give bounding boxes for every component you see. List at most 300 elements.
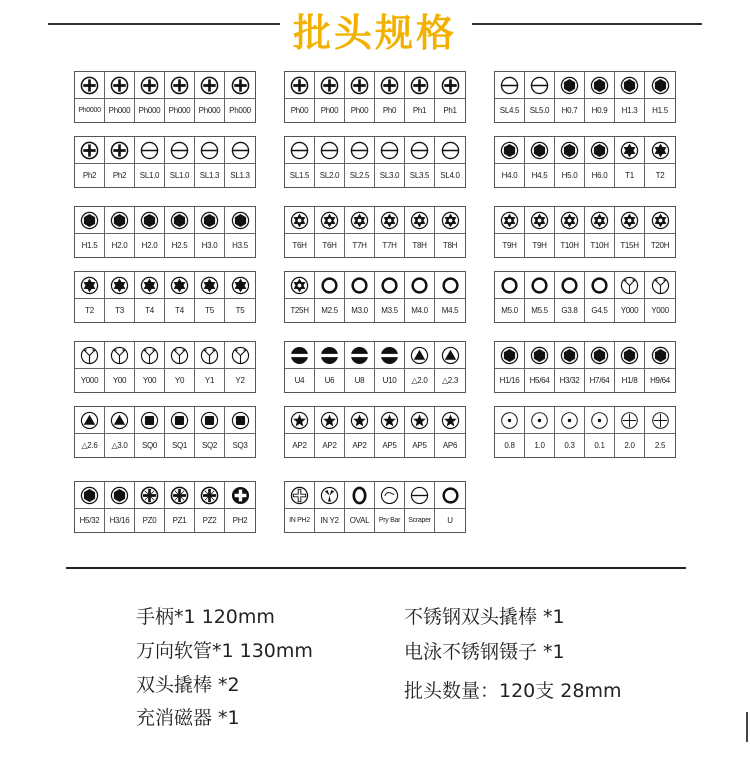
torx-hole-icon	[285, 272, 314, 299]
tri-wing-icon	[165, 342, 194, 369]
ring-icon	[435, 272, 465, 299]
bit-cell	[645, 272, 675, 322]
bit-cell	[375, 407, 405, 457]
hex-icon	[75, 482, 104, 509]
bit-cell	[75, 72, 105, 122]
bit-cell	[555, 342, 585, 392]
bit-label: U4	[294, 376, 305, 385]
accessory-item: 充消磁器 *1	[136, 707, 240, 729]
bit-cell	[105, 482, 135, 532]
bit-label: U6	[324, 376, 335, 385]
bit-table	[74, 71, 256, 123]
phillips-icon	[105, 137, 134, 164]
hex-icon	[615, 72, 644, 99]
bit-cell	[135, 482, 165, 532]
bit-cell	[135, 342, 165, 392]
bit-label: T15H	[620, 241, 639, 250]
star-icon	[345, 407, 374, 434]
tri-wing-icon	[615, 272, 644, 299]
hex-icon	[195, 207, 224, 234]
bit-cell	[555, 137, 585, 187]
bit-label: M3.0	[351, 306, 368, 315]
torx-icon	[165, 272, 194, 299]
bit-cell	[495, 272, 525, 322]
bit-label: Ph000	[138, 106, 161, 115]
bit-cell	[75, 272, 105, 322]
bit-label: IN PH2	[289, 517, 310, 524]
square-icon	[195, 407, 224, 434]
bit-label: Pry Bar	[378, 517, 401, 524]
bit-label: T10H	[590, 241, 609, 250]
phillips-icon	[195, 72, 224, 99]
slotted-icon	[165, 137, 194, 164]
bit-cell	[315, 207, 345, 257]
bit-cell	[375, 137, 405, 187]
bit-label: △3.0	[111, 441, 128, 450]
bit-cell	[615, 207, 645, 257]
bit-label: U	[447, 516, 453, 525]
bit-label: Ph2	[112, 171, 127, 180]
bit-label: T4	[175, 306, 184, 315]
bit-cell	[165, 272, 195, 322]
bit-cell	[375, 72, 405, 122]
bit-cell	[345, 342, 375, 392]
phillips-icon	[105, 72, 134, 99]
bit-label: 0.1	[594, 441, 605, 450]
bit-cell	[525, 137, 555, 187]
bit-cell	[375, 272, 405, 322]
bit-cell	[315, 137, 345, 187]
bit-cell	[75, 207, 105, 257]
bit-cell	[75, 137, 105, 187]
pozidriv-icon	[135, 482, 164, 509]
bit-label: SL1.3	[230, 171, 250, 180]
bit-cell	[195, 272, 225, 322]
bit-label: H2.5	[171, 241, 188, 250]
slotted-icon	[225, 137, 255, 164]
torx-hole-icon	[495, 207, 524, 234]
bit-label: H1.5	[652, 106, 668, 115]
bit-cell	[105, 272, 135, 322]
bit-label: T5	[235, 306, 245, 315]
tri-wing-icon	[105, 342, 134, 369]
hex-icon	[135, 207, 164, 234]
u-shape-icon	[315, 342, 344, 369]
bit-cell	[165, 207, 195, 257]
bit-cell	[615, 407, 645, 457]
bit-cell	[345, 407, 375, 457]
bit-label: T1	[625, 171, 634, 180]
bit-cell	[585, 72, 615, 122]
hex-icon	[495, 137, 524, 164]
bit-label: Ph0000	[78, 107, 101, 114]
bit-cell	[135, 272, 165, 322]
bit-cell	[495, 342, 525, 392]
bit-label: T3	[115, 306, 124, 315]
bit-label: SL1.5	[289, 171, 310, 180]
ring-icon	[495, 272, 524, 299]
torx-icon	[225, 272, 255, 299]
bit-label: T2	[85, 306, 94, 315]
ring-icon	[345, 272, 374, 299]
bit-label: H3/32	[559, 376, 580, 385]
bit-label: U8	[354, 376, 365, 385]
bit-label: T10H	[560, 241, 579, 250]
bit-label: 1.0	[534, 441, 545, 450]
bit-label: H0.9	[591, 106, 608, 115]
bit-cell	[195, 407, 225, 457]
bit-table	[74, 206, 256, 258]
bit-cell	[615, 342, 645, 392]
bit-cell	[285, 207, 315, 257]
pozidriv-icon	[195, 482, 224, 509]
bit-cell	[405, 272, 435, 322]
torx-hole-icon	[345, 207, 374, 234]
bit-cell	[315, 272, 345, 322]
bit-cell	[285, 407, 315, 457]
bit-label: Ph00	[290, 106, 309, 115]
bit-cell	[165, 482, 195, 532]
bit-cell	[225, 137, 255, 187]
accessory-item: 双头撬棒 *2	[136, 674, 240, 696]
accessory-item: 手柄*1 120mm	[136, 606, 275, 628]
bit-label: Ph000	[198, 106, 221, 115]
bit-cell	[345, 137, 375, 187]
bit-table	[74, 341, 256, 393]
bit-cell	[525, 407, 555, 457]
bit-label: H4.5	[531, 171, 548, 180]
u-shape-icon	[285, 342, 314, 369]
phillips-icon	[375, 72, 404, 99]
bit-cell	[105, 342, 135, 392]
bit-cell	[435, 207, 465, 257]
accessory-item: 不锈钢双头撬棒 *1	[404, 606, 565, 628]
bit-cell	[375, 342, 405, 392]
bit-cell	[135, 72, 165, 122]
bit-table	[74, 481, 256, 533]
bit-cell	[75, 407, 105, 457]
hex-icon	[75, 207, 104, 234]
bit-label: H3.5	[232, 241, 248, 250]
bit-cell	[435, 137, 465, 187]
bit-label: T2	[655, 171, 665, 180]
bit-cell	[525, 272, 555, 322]
bit-label: △2.0	[411, 376, 428, 385]
bit-table	[74, 271, 256, 323]
triangle-icon	[405, 342, 434, 369]
slotted-icon	[285, 137, 314, 164]
bit-label: H3.0	[201, 241, 218, 250]
bit-cell	[405, 482, 435, 532]
torx-hole-icon	[405, 207, 434, 234]
bit-cell	[585, 207, 615, 257]
phillips-icon	[165, 72, 194, 99]
slotted-icon	[345, 137, 374, 164]
torx-hole-icon	[555, 207, 584, 234]
bit-cell	[585, 137, 615, 187]
bit-table	[284, 481, 466, 533]
bit-table	[284, 136, 466, 188]
bit-cell	[645, 407, 675, 457]
bit-label: Ph1	[412, 106, 427, 115]
bit-cell	[435, 407, 465, 457]
torx-icon	[615, 137, 644, 164]
bit-label: Y000	[651, 306, 669, 315]
oval-icon	[345, 482, 374, 509]
hex-icon	[525, 137, 554, 164]
section-divider	[66, 567, 686, 569]
bit-table	[284, 206, 466, 258]
accessory-item: 批头数量：120支 28mm	[404, 680, 622, 702]
bit-label: H3/16	[109, 516, 130, 525]
bit-cell	[405, 207, 435, 257]
ring-icon	[375, 272, 404, 299]
dot-icon	[525, 407, 554, 434]
bit-cell	[495, 207, 525, 257]
bit-label: SQ1	[171, 441, 188, 450]
bit-label: SL1.0	[139, 171, 160, 180]
bit-label: Y2	[235, 376, 245, 385]
bit-cell	[285, 137, 315, 187]
bit-label: PZ1	[172, 516, 187, 525]
bit-cell	[495, 72, 525, 122]
square-icon	[165, 407, 194, 434]
torx-hole-icon	[375, 207, 404, 234]
bit-table	[494, 406, 676, 458]
bit-cell	[405, 137, 435, 187]
bit-cell	[195, 207, 225, 257]
bit-cell	[285, 272, 315, 322]
bit-label: H1.3	[621, 106, 638, 115]
bit-cell	[225, 207, 255, 257]
bit-label: T20H	[650, 241, 670, 250]
bit-cell	[435, 272, 465, 322]
phillips-icon	[315, 72, 344, 99]
phillips-outline-icon	[285, 482, 314, 509]
triangle-icon	[105, 407, 134, 434]
bit-label: H5/32	[79, 516, 100, 525]
torx-icon	[195, 272, 224, 299]
bit-cell	[555, 72, 585, 122]
bit-cell	[405, 407, 435, 457]
bit-table	[74, 136, 256, 188]
bit-cell	[315, 342, 345, 392]
bit-label: T6H	[322, 241, 337, 250]
bit-label: SL2.5	[349, 171, 370, 180]
bit-cell	[345, 272, 375, 322]
bit-label: Y00	[142, 376, 157, 385]
bit-cell	[645, 207, 675, 257]
bit-cell	[405, 342, 435, 392]
bit-label: Y000	[80, 376, 99, 385]
bit-label: Y00	[112, 376, 127, 385]
bit-cell	[345, 482, 375, 532]
thin-cross-icon	[615, 407, 644, 434]
torx-hole-icon	[525, 207, 554, 234]
phillips-icon	[285, 72, 314, 99]
phillips-icon	[345, 72, 374, 99]
torx-icon	[75, 272, 104, 299]
accessory-item: 万向软管*1 130mm	[136, 640, 313, 662]
hex-icon	[525, 342, 554, 369]
bit-label: PH2	[232, 516, 248, 525]
bit-label: T6H	[292, 241, 307, 250]
bit-cell	[315, 407, 345, 457]
bit-table	[494, 206, 676, 258]
page-title: 批头规格	[292, 11, 457, 55]
star-icon	[285, 407, 314, 434]
torx-hole-icon	[435, 207, 465, 234]
u-shape-icon	[345, 342, 374, 369]
bit-table	[74, 406, 256, 458]
bit-label: 0.3	[564, 441, 575, 450]
bit-label: AP2	[292, 441, 307, 450]
slotted-icon	[405, 137, 434, 164]
bit-label: SL2.0	[319, 171, 340, 180]
bit-label: SL3.0	[379, 171, 400, 180]
bit-label: AP6	[442, 441, 458, 450]
bit-label: SL5.0	[529, 106, 550, 115]
slotted-icon	[315, 137, 344, 164]
bit-label: Ph1	[443, 106, 457, 115]
bit-cell	[615, 72, 645, 122]
square-icon	[225, 407, 255, 434]
u-ring-icon	[435, 482, 465, 509]
bit-label: H4.0	[501, 171, 518, 180]
slotted-icon	[195, 137, 224, 164]
bit-label: △2.6	[81, 441, 98, 450]
bit-label: T7H	[382, 241, 397, 250]
bit-cell	[645, 137, 675, 187]
bit-table	[494, 341, 676, 393]
header	[0, 0, 750, 60]
bit-label: SL1.0	[169, 171, 190, 180]
bit-label: OVAL	[349, 516, 370, 525]
bit-cell	[225, 342, 255, 392]
bit-cell	[615, 137, 645, 187]
ring-icon	[555, 272, 584, 299]
bit-label: PZ2	[202, 516, 217, 525]
bit-label: T8H	[442, 241, 458, 250]
bit-cell	[555, 272, 585, 322]
bit-cell	[225, 482, 255, 532]
hex-icon	[615, 342, 644, 369]
bit-label: 2.0	[624, 441, 635, 450]
torx-hole-icon	[315, 207, 344, 234]
bit-cell	[225, 272, 255, 322]
hex-icon	[555, 342, 584, 369]
bit-label: SQ0	[141, 441, 158, 450]
bit-label: T9H	[532, 241, 547, 250]
hex-icon	[225, 207, 255, 234]
bit-label: H1.5	[81, 241, 98, 250]
ring-icon	[405, 272, 434, 299]
ring-icon	[585, 272, 614, 299]
bit-cell	[315, 482, 345, 532]
bit-cell	[525, 342, 555, 392]
bit-table	[284, 406, 466, 458]
bit-cell	[75, 342, 105, 392]
bit-label: △2.3	[441, 376, 459, 385]
phillips-icon	[405, 72, 434, 99]
bit-table	[494, 136, 676, 188]
ring-icon	[525, 272, 554, 299]
tri-wing-icon	[645, 272, 675, 299]
bit-cell	[315, 72, 345, 122]
scraper-icon	[405, 482, 434, 509]
bit-label: Y0	[174, 376, 185, 385]
bit-label: AP5	[382, 441, 397, 450]
bit-cell	[105, 407, 135, 457]
hex-icon	[495, 342, 524, 369]
bit-label: AP2	[322, 441, 337, 450]
star-icon	[405, 407, 434, 434]
bit-cell	[585, 342, 615, 392]
triangle-icon	[435, 342, 465, 369]
bit-label: 0.8	[504, 441, 515, 450]
bit-cell	[585, 407, 615, 457]
bit-label: Ph000	[168, 106, 191, 115]
hex-icon	[105, 207, 134, 234]
bit-table	[284, 341, 466, 393]
dot-icon	[555, 407, 584, 434]
hex-icon	[585, 137, 614, 164]
hex-icon	[555, 72, 584, 99]
bit-label: H5/64	[529, 376, 550, 385]
triangle-icon	[75, 407, 104, 434]
bit-label: T4	[145, 306, 154, 315]
bit-label: M5.0	[501, 306, 518, 315]
bit-label: H2.0	[111, 241, 128, 250]
accessory-item: 电泳不锈钢镊子 *1	[404, 641, 565, 663]
bit-label: M3.5	[381, 306, 398, 315]
phillips-icon	[435, 72, 465, 99]
hex-icon	[645, 72, 675, 99]
bit-label: T5	[205, 306, 214, 315]
bit-label: AP5	[412, 441, 427, 450]
hex-icon	[585, 342, 614, 369]
bit-cell	[195, 342, 225, 392]
bit-cell	[525, 72, 555, 122]
bit-table	[494, 71, 676, 123]
bit-cell	[135, 207, 165, 257]
slotted-icon	[135, 137, 164, 164]
bit-label: H7/64	[589, 376, 610, 385]
bit-cell	[105, 72, 135, 122]
bit-cell	[435, 342, 465, 392]
phillips-bold-icon	[225, 482, 255, 509]
bit-label: SQ2	[201, 441, 218, 450]
bit-label: H0.7	[561, 106, 578, 115]
edge-mark	[746, 712, 748, 742]
bit-label: Y000	[620, 306, 639, 315]
bit-label: IN Y2	[320, 516, 339, 525]
bit-label: PZ0	[142, 516, 157, 525]
torx-hole-icon	[285, 207, 314, 234]
bit-label: T25H	[290, 306, 309, 315]
bit-label: M2.5	[321, 306, 338, 315]
hex-icon	[165, 207, 194, 234]
tri-wing-icon	[75, 342, 104, 369]
bit-label: T9H	[502, 241, 517, 250]
bit-label: AP2	[352, 441, 367, 450]
bit-label: SL4.5	[499, 106, 520, 115]
bit-cell	[345, 207, 375, 257]
bit-cell	[495, 407, 525, 457]
bit-label: H5.0	[561, 171, 578, 180]
hex-icon	[645, 342, 675, 369]
bit-cell	[555, 407, 585, 457]
